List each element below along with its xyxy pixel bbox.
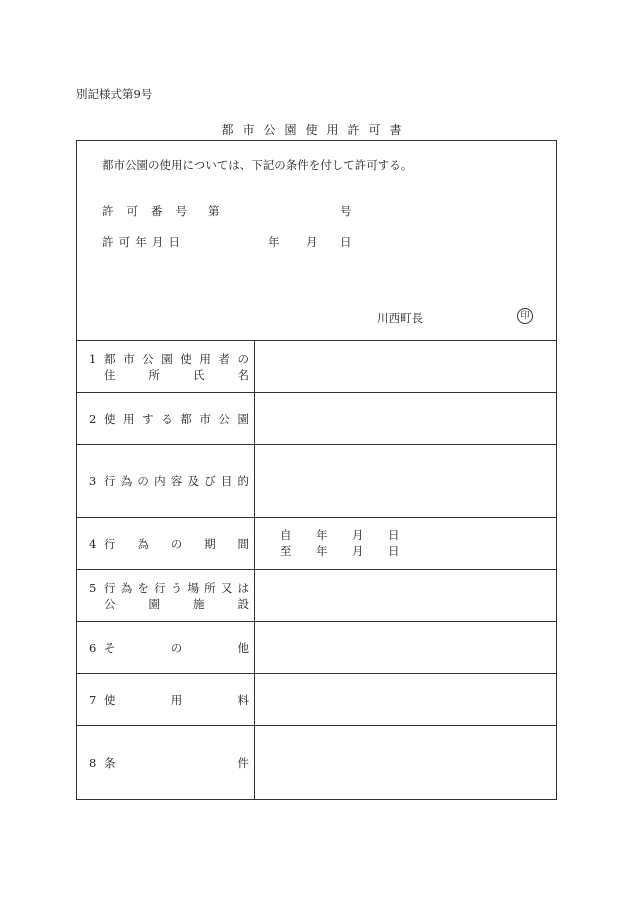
row-purpose	[77, 445, 556, 517]
row-conditions	[77, 726, 556, 799]
row-number: 6	[89, 640, 97, 655]
signer-title: 川西町長	[377, 311, 423, 325]
period-fields	[280, 527, 404, 559]
row-label-line: そ の 他	[104, 640, 249, 655]
row-label-line: 住 所 氏 名	[104, 367, 249, 382]
permit-number-prefix: 第	[208, 204, 220, 218]
row-number: 5	[89, 580, 97, 595]
permit-form-table	[76, 140, 557, 800]
period-day: 日	[388, 528, 400, 542]
row-number: 3	[89, 474, 97, 488]
seal-mark: 印	[517, 308, 533, 324]
permit-date-label: 許 可 年 月 日	[102, 235, 180, 249]
row-label	[89, 518, 249, 569]
form-id: 別記様式第9号	[76, 87, 153, 101]
row-number: 2	[89, 411, 97, 426]
row-label	[89, 622, 249, 673]
row-label-line: 公 園 施 設	[104, 596, 249, 611]
row-label-line: 条 件	[104, 755, 249, 770]
document-title: 都市公園使用許可書	[221, 123, 411, 137]
row-period	[77, 518, 556, 569]
row-park	[77, 393, 556, 444]
row-label-line: 行 為 の 期 間	[104, 536, 249, 551]
row-label-line: 行 為 を 行 う 場 所 又 は	[104, 580, 249, 595]
period-to: 至	[280, 544, 292, 558]
row-number: 8	[89, 755, 97, 770]
permit-date-month: 月	[306, 235, 318, 249]
row-label	[89, 445, 249, 517]
row-number: 1	[89, 351, 97, 366]
row-number: 7	[89, 692, 97, 707]
period-year: 年	[316, 528, 328, 542]
row-user	[77, 341, 556, 392]
permit-date-year: 年	[268, 235, 280, 249]
row-number: 4	[89, 536, 97, 551]
row-fee	[77, 674, 556, 725]
intro-text: 都市公園の使用については、下記の条件を付して許可する。	[102, 158, 413, 172]
period-month: 月	[352, 528, 364, 542]
period-year: 年	[316, 544, 328, 558]
row-label	[89, 393, 249, 444]
row-label	[89, 674, 249, 725]
period-from: 自	[280, 528, 292, 542]
row-label	[89, 726, 249, 799]
permit-number-label: 許 可 番 号	[102, 204, 187, 218]
permit-date-day: 日	[340, 235, 352, 249]
row-other	[77, 622, 556, 673]
row-label	[89, 341, 249, 392]
period-day: 日	[388, 544, 400, 558]
period-month: 月	[352, 544, 364, 558]
row-label-line: 使 用 料	[104, 692, 249, 707]
row-label	[89, 570, 249, 621]
row-label-line: 都 市 公 園 使 用 者 の	[104, 351, 249, 366]
permit-number-suffix: 号	[340, 204, 352, 218]
row-location	[77, 570, 556, 621]
row-label-line: 行 為 の 内 容 及 び 目 的	[104, 474, 249, 488]
row-label-line: 使 用 す る 都 市 公 園	[104, 411, 249, 426]
